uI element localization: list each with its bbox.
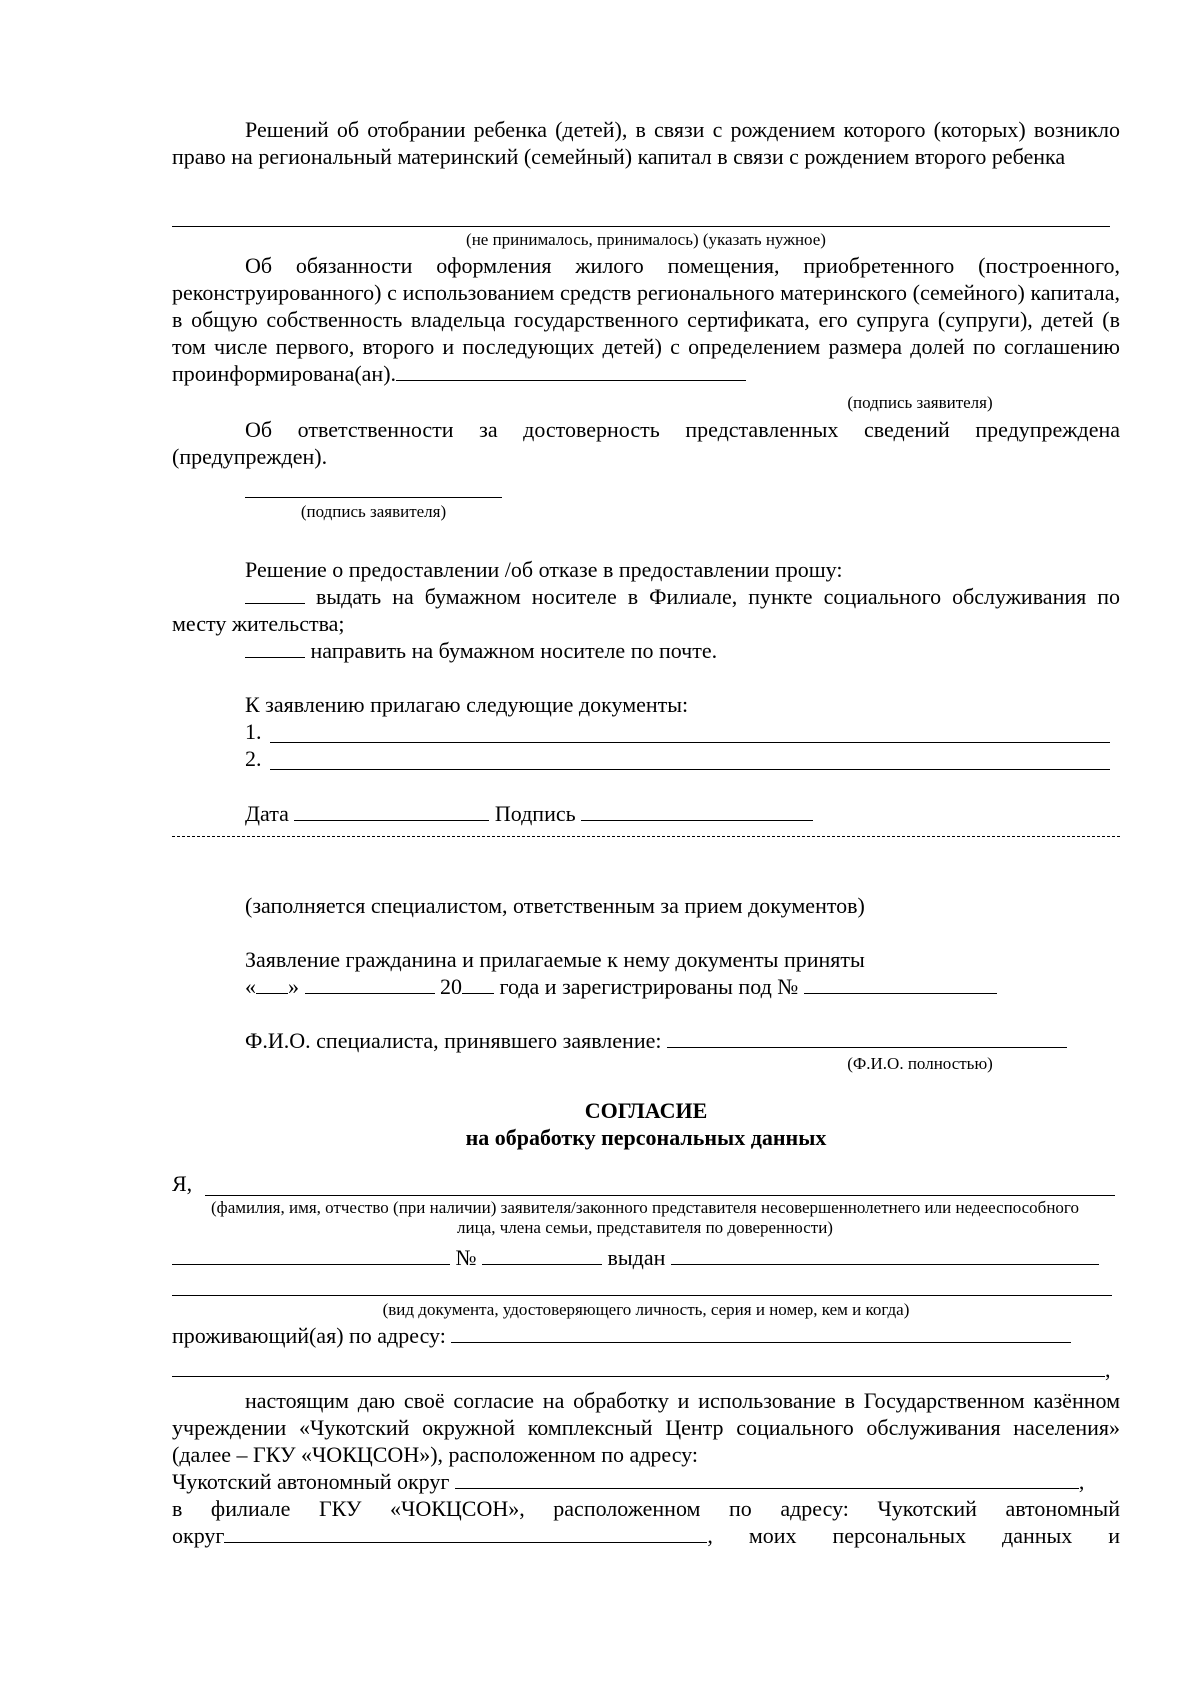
address-line[interactable] — [451, 1322, 1071, 1343]
fio-row: Ф.И.О. специалиста, принявшего заявление: — [245, 1027, 1067, 1054]
sign-line[interactable] — [581, 800, 813, 821]
consent-okrug-row: Чукотский автономный округ , — [172, 1469, 1085, 1494]
id-number-line[interactable] — [482, 1244, 602, 1265]
address-row: проживающий(ая) по адресу: — [172, 1322, 1071, 1349]
id-doc-type-line[interactable] — [172, 1244, 450, 1265]
specialist-note: (заполняется специалистом, ответственным за прием документов) — [245, 893, 865, 918]
caption-not-accepted: (не принималось, принималось) (указать нужное) — [466, 230, 826, 249]
docs-intro: К заявлению прилагаю следующие документы: — [245, 692, 689, 717]
fio-line[interactable] — [667, 1027, 1067, 1048]
doc-line-1[interactable] — [270, 742, 1110, 743]
caption-signature-2: (подпись заявителя) — [300, 502, 447, 521]
address-row-2: , — [172, 1356, 1111, 1383]
doc-item-2: 2. — [245, 746, 262, 771]
option-mail: направить на бумажном носителе по почте. — [245, 637, 717, 664]
year-line[interactable] — [462, 973, 494, 994]
address-line-2[interactable] — [172, 1356, 1105, 1377]
consent-last-line: округ , моих персональных данных и — [172, 1523, 1120, 1548]
issued-by-line[interactable] — [671, 1244, 1099, 1265]
id-doc-line-2[interactable] — [172, 1295, 1112, 1296]
paragraph-otvetstvennost: Об ответственности за достоверность представленных сведений предупреждена (предупрежден). — [172, 417, 1120, 469]
signature-line-2[interactable] — [245, 497, 502, 498]
date-signature-row: Дата Подпись — [245, 800, 813, 827]
consent-branch-line: в филиале ГКУ «ЧОКЦСОН», расположенном по адресу: Чукотский автономный — [172, 1496, 1120, 1521]
person-line[interactable] — [205, 1195, 1115, 1196]
doc-line-2[interactable] — [270, 769, 1110, 770]
ya-label: Я, — [172, 1171, 193, 1196]
option-issue: выдать на бумажном носителе в Филиале, пункте социального обслуживания по месту жительства; — [172, 584, 1121, 636]
dashed-separator — [172, 836, 1120, 837]
month-line[interactable] — [305, 973, 435, 994]
date-line[interactable] — [294, 800, 489, 821]
okrug-address-line[interactable] — [455, 1468, 1079, 1489]
consent-subtitle: на обработку персональных данных — [465, 1125, 827, 1150]
caption-person: (фамилия, имя, отчество (при наличии) заявителя/законного представителя несовершеннолетнего или недееспособного лица, члена семьи, представителя по доверенности) — [211, 1198, 1079, 1237]
caption-id-doc: (вид документа, удостоверяющего личность, серия и номер, кем и когда) — [382, 1300, 910, 1319]
day-line[interactable] — [256, 973, 288, 994]
caption-fio: (Ф.И.О. полностью) — [847, 1054, 993, 1073]
id-document-row: № выдан — [172, 1244, 1099, 1271]
option-issue-checkbox-line[interactable] — [245, 583, 305, 604]
branch-address-line[interactable] — [224, 1522, 707, 1543]
caption-signature-1: (подпись заявителя) — [847, 393, 993, 412]
option-mail-checkbox-line[interactable] — [245, 637, 305, 658]
consent-paragraph: настоящим даю своё согласие на обработку и использование в Государственном казённом учреждении «Чукотский окружной комплексный Центр социального обслуживания населения» (далее – ГКУ «ЧОКЦСОН»), расположенном по адресу: — [172, 1388, 1120, 1467]
doc-item-1: 1. — [245, 719, 262, 744]
paragraph-obyazannost: Об обязанности оформления жилого помещения, приобретенного (построенного, реконструированного) с использованием средств регионального материнского (семейного) капитала, в общую собственность владельца государственного сертификата, его супруга (супруги), детей (в том числе первого, второго и последующих детей) с определением размера долей по соглашению проинформирована(ан). — [172, 253, 1120, 386]
signature-line-1[interactable] — [396, 360, 746, 381]
decision-intro: Решение о предоставлении /об отказе в предоставлении прошу: — [245, 557, 843, 582]
reg-number-line[interactable] — [804, 973, 997, 994]
registration-row: « » 20 года и зарегистрированы под № — [245, 973, 997, 1000]
accepted-text: Заявление гражданина и прилагаемые к нему документы приняты — [245, 947, 865, 972]
consent-title: СОГЛАСИЕ — [584, 1098, 708, 1123]
line-otobranie[interactable] — [172, 226, 1110, 227]
paragraph-otobranie: Решений об отобрании ребенка (детей), в связи с рождением которого (которых) возникло право на региональный материнский (семейный) капитал в связи с рождением второго ребенка — [172, 117, 1120, 169]
